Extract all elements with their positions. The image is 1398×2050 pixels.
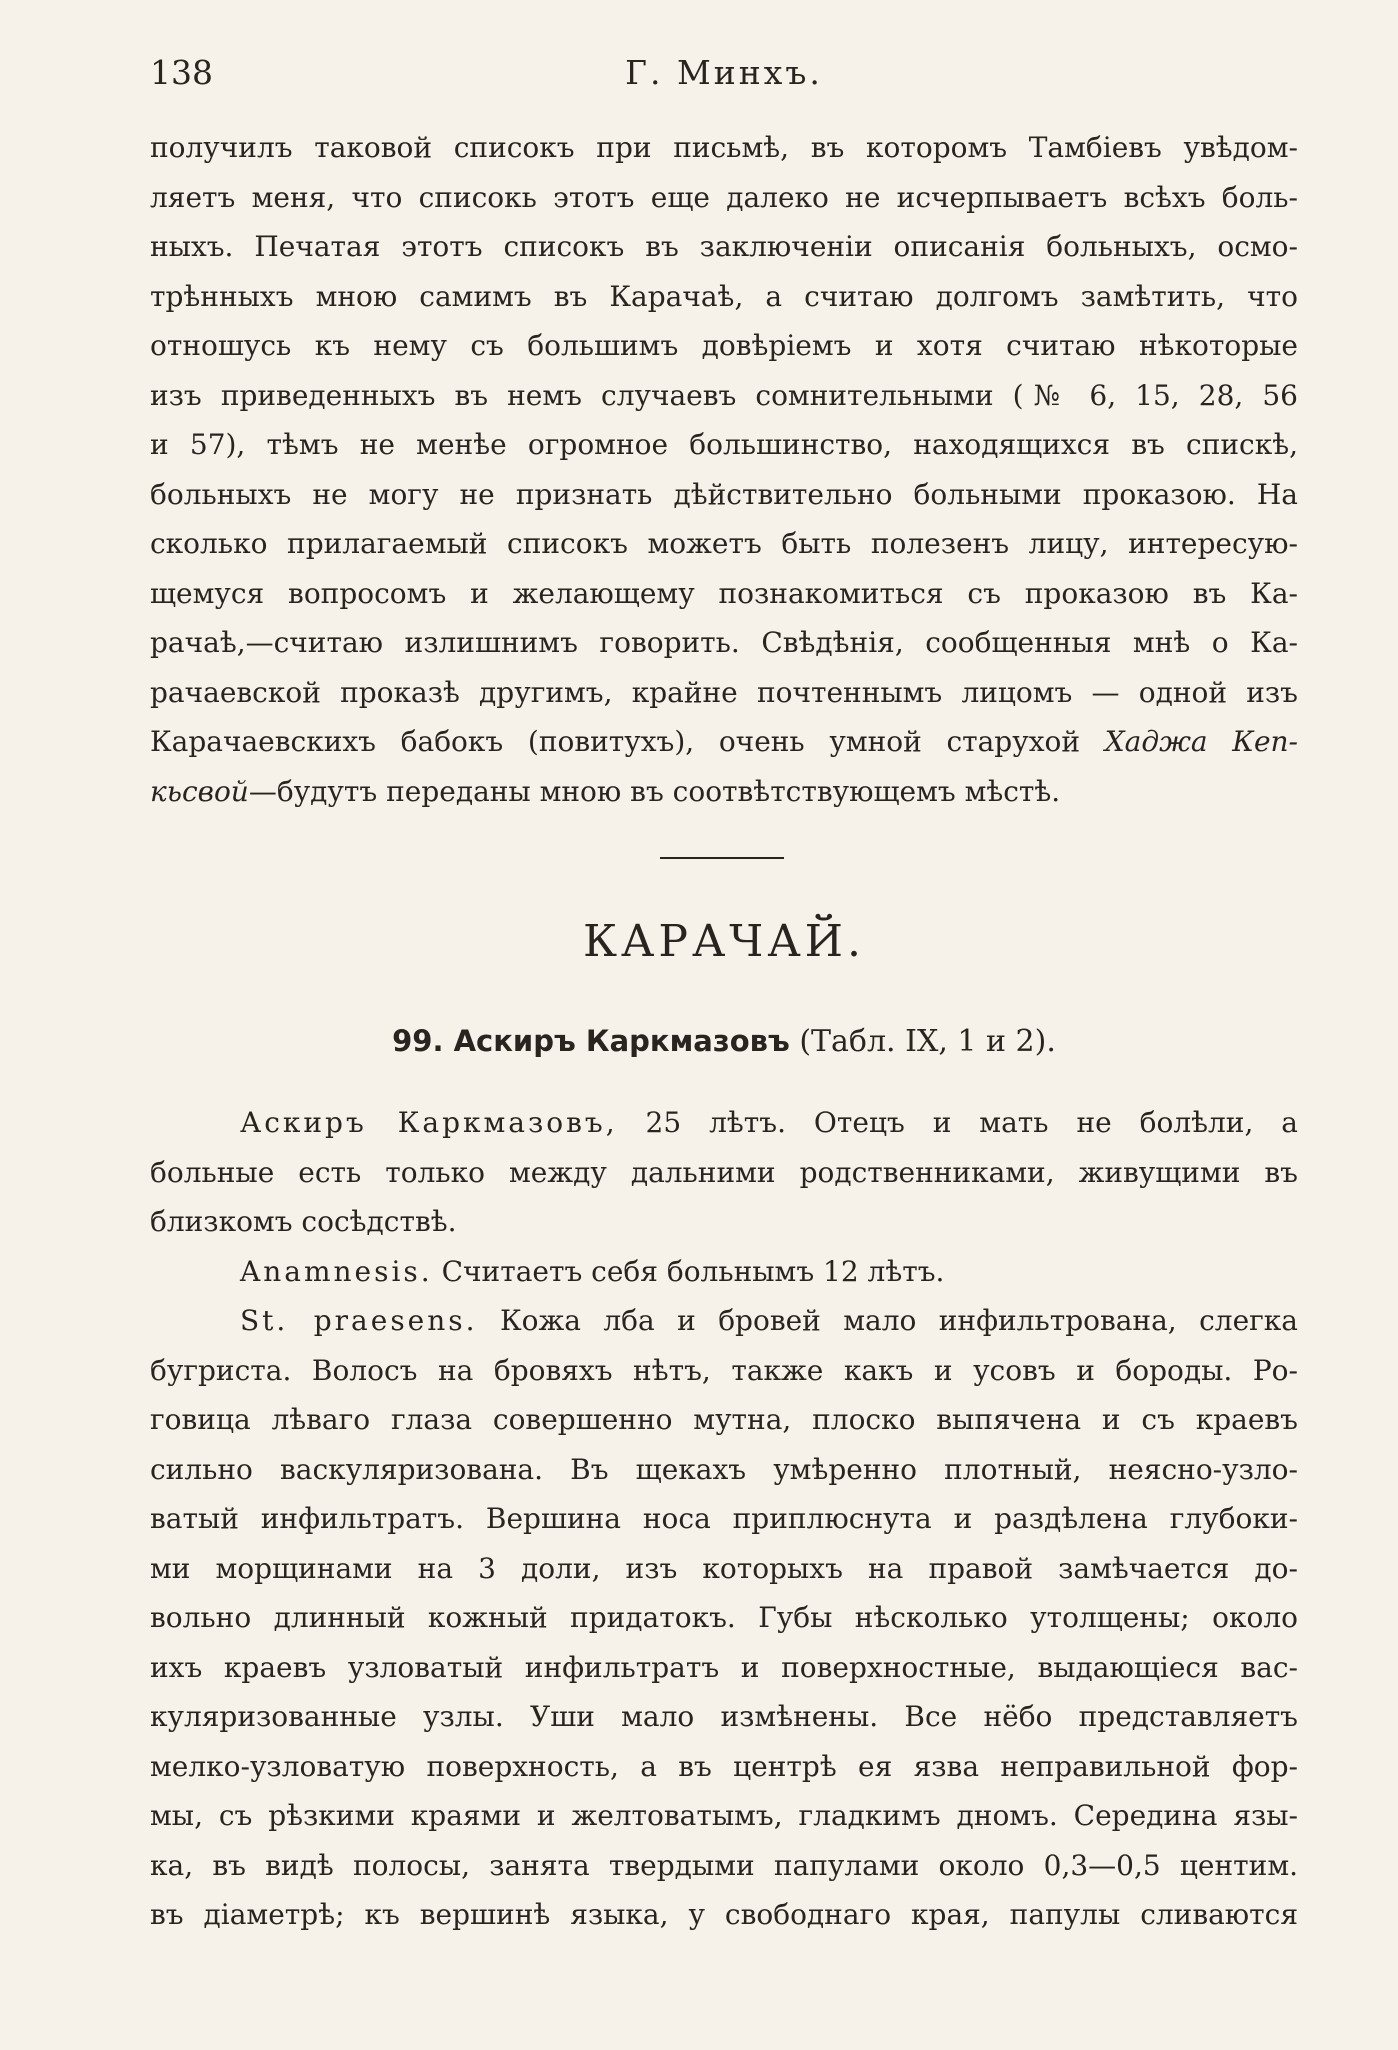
text-line: куляризованные узлы. Уши мало измѣнены. Все нёбо представляетъ (150, 1700, 1298, 1733)
entry-reference: (Табл. IX, 1 и 2). (799, 1024, 1056, 1059)
text-line: и 57), тѣмъ не менѣе огромное большинство, находящихся въ спискѣ, (150, 428, 1298, 461)
text-line (150, 1098, 1298, 1148)
text-line: близкомъ сосѣдствѣ. (150, 1205, 457, 1238)
text-line: ка, въ видѣ полосы, занята твердыми папулами около 0,3—0,5 центим. (150, 1848, 1298, 1882)
italic-name: кьсвой (150, 774, 249, 808)
text-segment: Кожа лба и бровей мало инфильтрована, слегка (499, 1304, 1298, 1337)
italic-name: Хаджа Кеп- (1104, 725, 1299, 758)
text-line: мы, съ рѣзкими краями и желтоватымъ, гладкимъ дномъ. Середина язы- (150, 1799, 1298, 1832)
text-segment: Считаетъ себя больнымъ 12 лѣтъ. (441, 1254, 945, 1288)
text-segment: 25 лѣтъ. Отецъ и мать не болѣли, а (645, 1106, 1298, 1139)
text-line: сильно васкуляризована. Въ щекахъ умѣренно плотный, неясно-узло- (150, 1452, 1298, 1486)
anamnesis-label: Anamnesis. (240, 1254, 433, 1288)
text-line: ми морщинами на 3 доли, изъ которыхъ на правой замѣчается до- (150, 1551, 1298, 1585)
entry-body (150, 1098, 1298, 1940)
text-line: получилъ таковой списокъ при письмѣ, въ которомъ Тамбіевъ увѣдом- (150, 131, 1298, 164)
page-number: 138 (150, 53, 213, 92)
text-line (150, 717, 1298, 767)
text-line: ныхъ. Печатая этотъ списокъ въ заключеніи описанія больныхъ, осмо- (150, 230, 1298, 263)
text-line: рачаѣ,—считаю излишнимъ говорить. Свѣдѣнія, сообщенныя мнѣ о Ка- (150, 626, 1298, 659)
text-line: щемуся вопросомъ и желающему познакомиться съ проказою въ Ка- (150, 576, 1298, 610)
text-line: ляетъ меня, что списокь этотъ еще далеко не исчерпываетъ всѣхъ боль- (150, 180, 1298, 214)
text-line: больныхъ не могу не признать дѣйствительно больными проказою. На (150, 477, 1298, 511)
running-head (150, 48, 1298, 98)
text-line (150, 1296, 1298, 1346)
text-line: рачаевской проказѣ другимъ, крайне почтеннымъ лицомъ — одной изъ (150, 675, 1298, 709)
text-segment: —будутъ переданы мною въ соотвѣтствующемъ мѣстѣ. (248, 774, 1061, 808)
text-line (150, 1247, 1298, 1297)
section-title: КАРАЧАЙ. (583, 916, 865, 967)
text-segment: Карачаевскихъ бабокъ (повитухъ), очень умной старухой (150, 725, 1081, 758)
text-line: въ діаметрѣ; къ вершинѣ языка, у свободнаго края, папулы сливаются (150, 1898, 1298, 1931)
text-line: вольно длинный кожный придатокъ. Губы нѣсколько утолщены; около (150, 1601, 1298, 1634)
text-line: сколько прилагаемый списокъ можетъ быть полезенъ лицу, интересую- (150, 527, 1298, 560)
patient-name: Аскиръ Каркмазовъ, (240, 1106, 618, 1139)
intro-paragraph (150, 123, 1298, 816)
text-line: больные есть только между дальними родственниками, живущими въ (150, 1155, 1298, 1189)
text-line: трѣнныхъ мною самимъ въ Карачаѣ, а считаю долгомъ замѣтить, что (150, 279, 1298, 313)
text-line: ватый инфильтратъ. Вершина носа приплюснута и раздѣлена глубоки- (150, 1502, 1298, 1535)
text-line: бугриста. Волосъ на бровяхъ нѣтъ, также какъ и усовъ и бороды. Ро- (150, 1353, 1298, 1387)
entry-heading (150, 1015, 1298, 1068)
running-title: Г. Минхъ. (625, 53, 823, 92)
text-line: изъ приведенныхъ въ немъ случаевъ сомнительными (№ 6, 15, 28, 56 (150, 378, 1298, 412)
text-line: говица лѣваго глаза совершенно мутна, плоско выпячена и съ краевъ (150, 1403, 1298, 1436)
entry-number-and-name: 99. Аскиръ Каркмазовъ (392, 1024, 790, 1058)
text-line: ихъ краевъ узловатый инфильтратъ и поверхностные, выдающіеся вас- (150, 1650, 1298, 1684)
text-line (150, 767, 1298, 817)
text-line: мелко-узловатую поверхность, а въ центрѣ ея язва неправильной фор- (150, 1749, 1298, 1783)
section-divider (660, 857, 784, 859)
text-line: отношусь къ нему съ большимъ довѣріемъ и хотя считаю нѣкоторые (150, 329, 1298, 362)
status-label: St. praesens. (240, 1304, 478, 1337)
